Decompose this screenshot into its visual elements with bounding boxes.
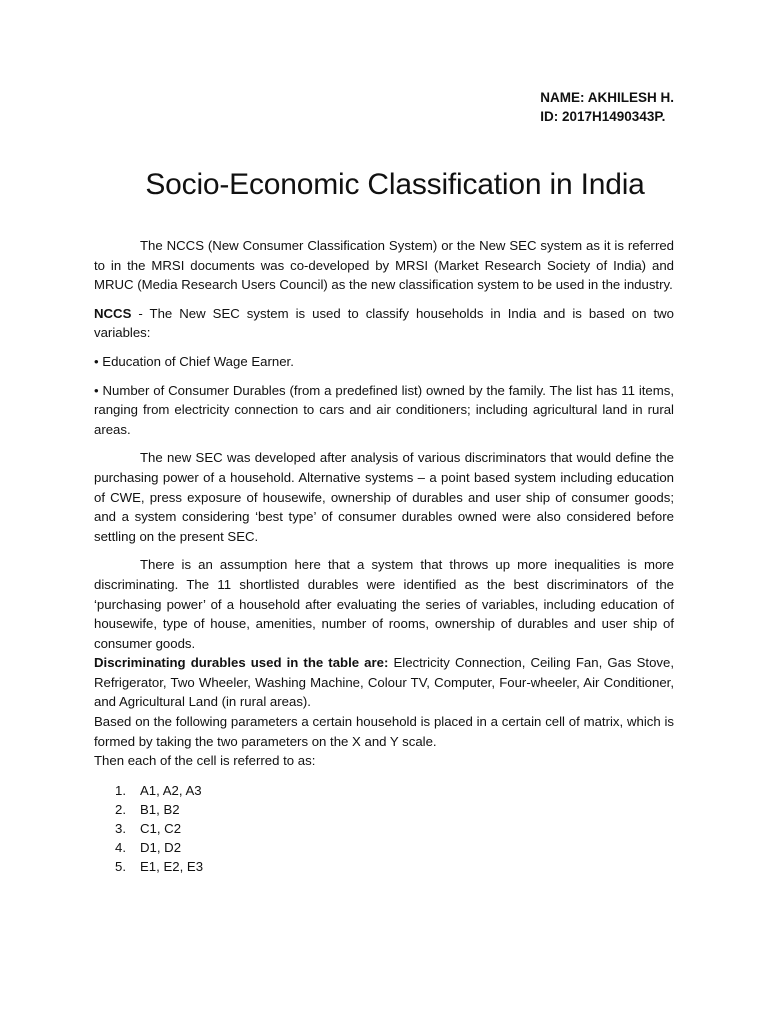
list-item (115, 819, 674, 838)
list-item-text: D1, D2 (140, 839, 182, 855)
list-item-number: 2. (115, 801, 126, 817)
assumption-paragraph: There is an assumption here that a system that throws up more inequalities is more discriminating. The 11 shortlisted durables were identified as the best discriminators of the ‘purchasing power’ of a household after evaluating the series of variables, including education of housewife, type of house, amenities, number of rooms, ownership of durables and user ship of consumer goods. (94, 557, 674, 651)
list-item (115, 857, 674, 876)
cells-list (94, 781, 674, 876)
document-body (94, 236, 674, 876)
author-name: NAME: AKHILESH H. (540, 90, 674, 105)
nccs-paragraph (94, 304, 674, 343)
author-id: ID: 2017H1490343P. (540, 109, 666, 124)
list-item-text: B1, B2 (140, 801, 180, 817)
list-item-text: E1, E2, E3 (140, 858, 204, 874)
bullet-durables: • Number of Consumer Durables (from a predefined list) owned by the family. The list has 11 items, ranging from electricity connection to cars and air conditioners; including agricultural land in rural areas. (94, 382, 674, 437)
list-item-number: 4. (115, 839, 126, 855)
based-on-paragraph: Based on the following parameters a certain household is placed in a certain cell of matrix, which is formed by taking the two parameters on the X and Y scale. (94, 714, 674, 749)
bullet-education: • Education of Chief Wage Earner. (94, 353, 294, 369)
list-item (115, 800, 674, 819)
list-item (115, 781, 674, 800)
new-sec-paragraph: The new SEC was developed after analysis of various discriminators that would define the purchasing power of a household. Alternative systems – a point based system including education of CWE, press exposure of housewife, ownership of durables and user ship of consumer goods; and a system considering ‘best type’ of consumer durables owned were also considered before settling on the present SEC. (94, 450, 674, 544)
then-each-paragraph: Then each of the cell is referred to as: (94, 753, 316, 769)
list-item (115, 838, 674, 857)
document-title: Socio-Economic Classification in India (145, 168, 645, 201)
list-item-text: C1, C2 (140, 820, 182, 836)
durables-text: Electricity Connection, Ceiling Fan, Gas Stove, Refrigerator, Two Wheeler, Washing Machine, Colour TV, Computer, Four-wheeler, Air Conditioner, and Agricultural Land (in rural areas). (94, 655, 674, 710)
durables-label: Discriminating durables used in the table are: (94, 655, 389, 671)
list-item-number: 5. (115, 858, 126, 874)
list-item-number: 3. (115, 820, 126, 836)
list-item-text: A1, A2, A3 (140, 782, 202, 798)
nccs-text: - The New SEC system is used to classify households in India and is based on two variables: (94, 305, 674, 341)
durables-paragraph (94, 653, 674, 712)
intro-paragraph: The NCCS (New Consumer Classification System) or the New SEC system as it is referred to in the MRSI documents was co-developed by MRSI (Market Research Society of India) and MRUC (Media Research Users Council) as the new classification system to be used in the industry. (94, 238, 674, 293)
list-item-number: 1. (115, 782, 126, 798)
author-info (540, 88, 674, 126)
nccs-label: NCCS (94, 305, 132, 321)
